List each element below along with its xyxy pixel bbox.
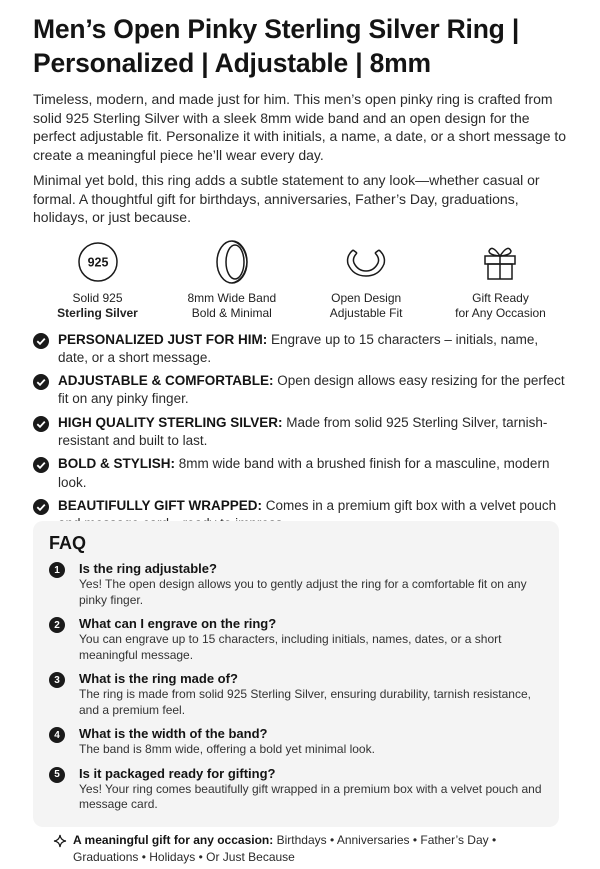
page-title: Men’s Open Pinky Sterling Silver Ring | Personalized | Adjustable | 8mm <box>33 14 520 78</box>
feature-description: Open design allows easy resizing for the perfect fit on any pinky finger. <box>58 373 565 407</box>
feature-icon-row <box>33 239 567 321</box>
icon-feature-band <box>169 239 294 321</box>
icon-caption-line1: Solid 925 <box>72 290 123 305</box>
faq-panel <box>33 521 559 827</box>
footer-label: A meaningful gift for any occasion: <box>73 833 274 847</box>
faq-number-badge: 1 <box>49 562 65 578</box>
gift-box-icon <box>480 242 520 282</box>
open-ring-icon <box>343 244 389 280</box>
feature-list <box>33 331 567 534</box>
feature-label: BEAUTIFULLY GIFT WRAPPED: <box>58 497 263 513</box>
faq-question: Is the ring adjustable? <box>79 561 217 576</box>
feature-item <box>33 331 567 368</box>
faq-question: Is it packaged ready for gifting? <box>79 765 276 781</box>
icon-caption-line2: Bold & Minimal <box>191 305 272 320</box>
check-circle-icon <box>33 457 49 473</box>
feature-label: ADJUSTABLE & COMFORTABLE: <box>58 373 274 389</box>
faq-answer: Yes! Your ring comes beautifully gift wrapped in a premium box with a velvet pouch and message card. <box>79 781 542 811</box>
925-badge-icon <box>76 240 120 284</box>
feature-label: PERSONALIZED JUST FOR HIM: <box>58 331 268 347</box>
faq-number-badge: 3 <box>49 672 65 688</box>
faq-answer: Yes! The open design allows you to gently adjust the ring for a comfortable fit on any pinky finger. <box>79 577 527 607</box>
check-circle-icon <box>33 333 49 349</box>
faq-heading: FAQ <box>49 533 87 553</box>
faq-number-badge: 4 <box>49 727 65 743</box>
icon-caption-line1: 8mm Wide Band <box>187 290 277 305</box>
feature-label: HIGH QUALITY STERLING SILVER: <box>58 414 283 430</box>
faq-number-badge: 5 <box>49 767 65 783</box>
icon-caption-line1: Open Design <box>331 290 402 305</box>
intro-paragraph-2: Minimal yet bold, this ring adds a subtle statement to any look—whether casual or formal. A thoughtful gift for birthdays, anniversaries, Father’s Day, graduations, holidays, or just because. <box>33 172 540 225</box>
icon-caption-line1: Gift Ready <box>472 290 529 305</box>
faq-number-badge: 2 <box>49 617 65 633</box>
feature-item <box>33 372 567 409</box>
faq-item <box>49 670 543 718</box>
faq-question: What is the width of the band? <box>79 726 268 741</box>
feature-description: Made from solid 925 Sterling Silver, tarnish-resistant and built to last. <box>58 414 548 448</box>
check-circle-icon <box>33 416 49 432</box>
sparkle-icon <box>53 834 67 848</box>
icon-feature-silver <box>35 239 160 321</box>
ring-band-icon <box>212 238 252 286</box>
feature-item <box>33 414 567 451</box>
icon-feature-gift <box>438 239 563 321</box>
feature-label: BOLD & STYLISH: <box>58 456 175 472</box>
faq-answer: The band is 8mm wide, offering a bold yet minimal look. <box>79 742 375 756</box>
feature-description: 8mm wide band with a brushed finish for a masculine, modern look. <box>58 456 550 490</box>
faq-answer: The ring is made from solid 925 Sterling Silver, ensuring durability, tarnish resistance, and a premium feel. <box>79 687 531 717</box>
occasion-footer <box>53 832 553 865</box>
feature-description: Comes in a premium gift box with a velvet pouch <box>265 497 557 513</box>
feature-item <box>33 455 567 492</box>
intro-paragraph: Timeless, modern, and made just for him. This men’s open pinky ring is crafted from solid 925 Sterling Silver with a sleek 8mm wide band and an open design for the perfect adjustable fit. Personalize it with initials, a name, a date, or a short message to create a meaningful piece he’ll wear every day. <box>33 91 567 163</box>
faq-answer: You can engrave up to 15 characters, including initials, names, dates, or a short meaningful message. <box>79 632 502 662</box>
icon-caption-line2: for Any Occasion <box>455 305 546 320</box>
check-circle-icon <box>33 374 49 390</box>
footer-occasions: Birthdays • Anniversaries • Father’s Day • Graduations • Holidays • Or Just Because <box>73 833 497 864</box>
check-circle-icon <box>33 499 49 515</box>
faq-item <box>49 615 543 663</box>
feature-description: Engrave up to 15 characters – initials, name, date, or a short message. <box>58 331 539 365</box>
faq-question: What can I engrave on the ring? <box>79 616 277 631</box>
faq-question: What is the ring made of? <box>79 671 238 686</box>
faq-item <box>49 560 543 608</box>
faq-item <box>49 725 543 758</box>
icon-caption-line2: Sterling Silver <box>57 305 138 320</box>
icon-feature-open <box>304 239 429 321</box>
faq-item <box>49 765 543 813</box>
icon-caption-line2: Adjustable Fit <box>329 305 403 320</box>
svg-text:925: 925 <box>87 255 108 269</box>
